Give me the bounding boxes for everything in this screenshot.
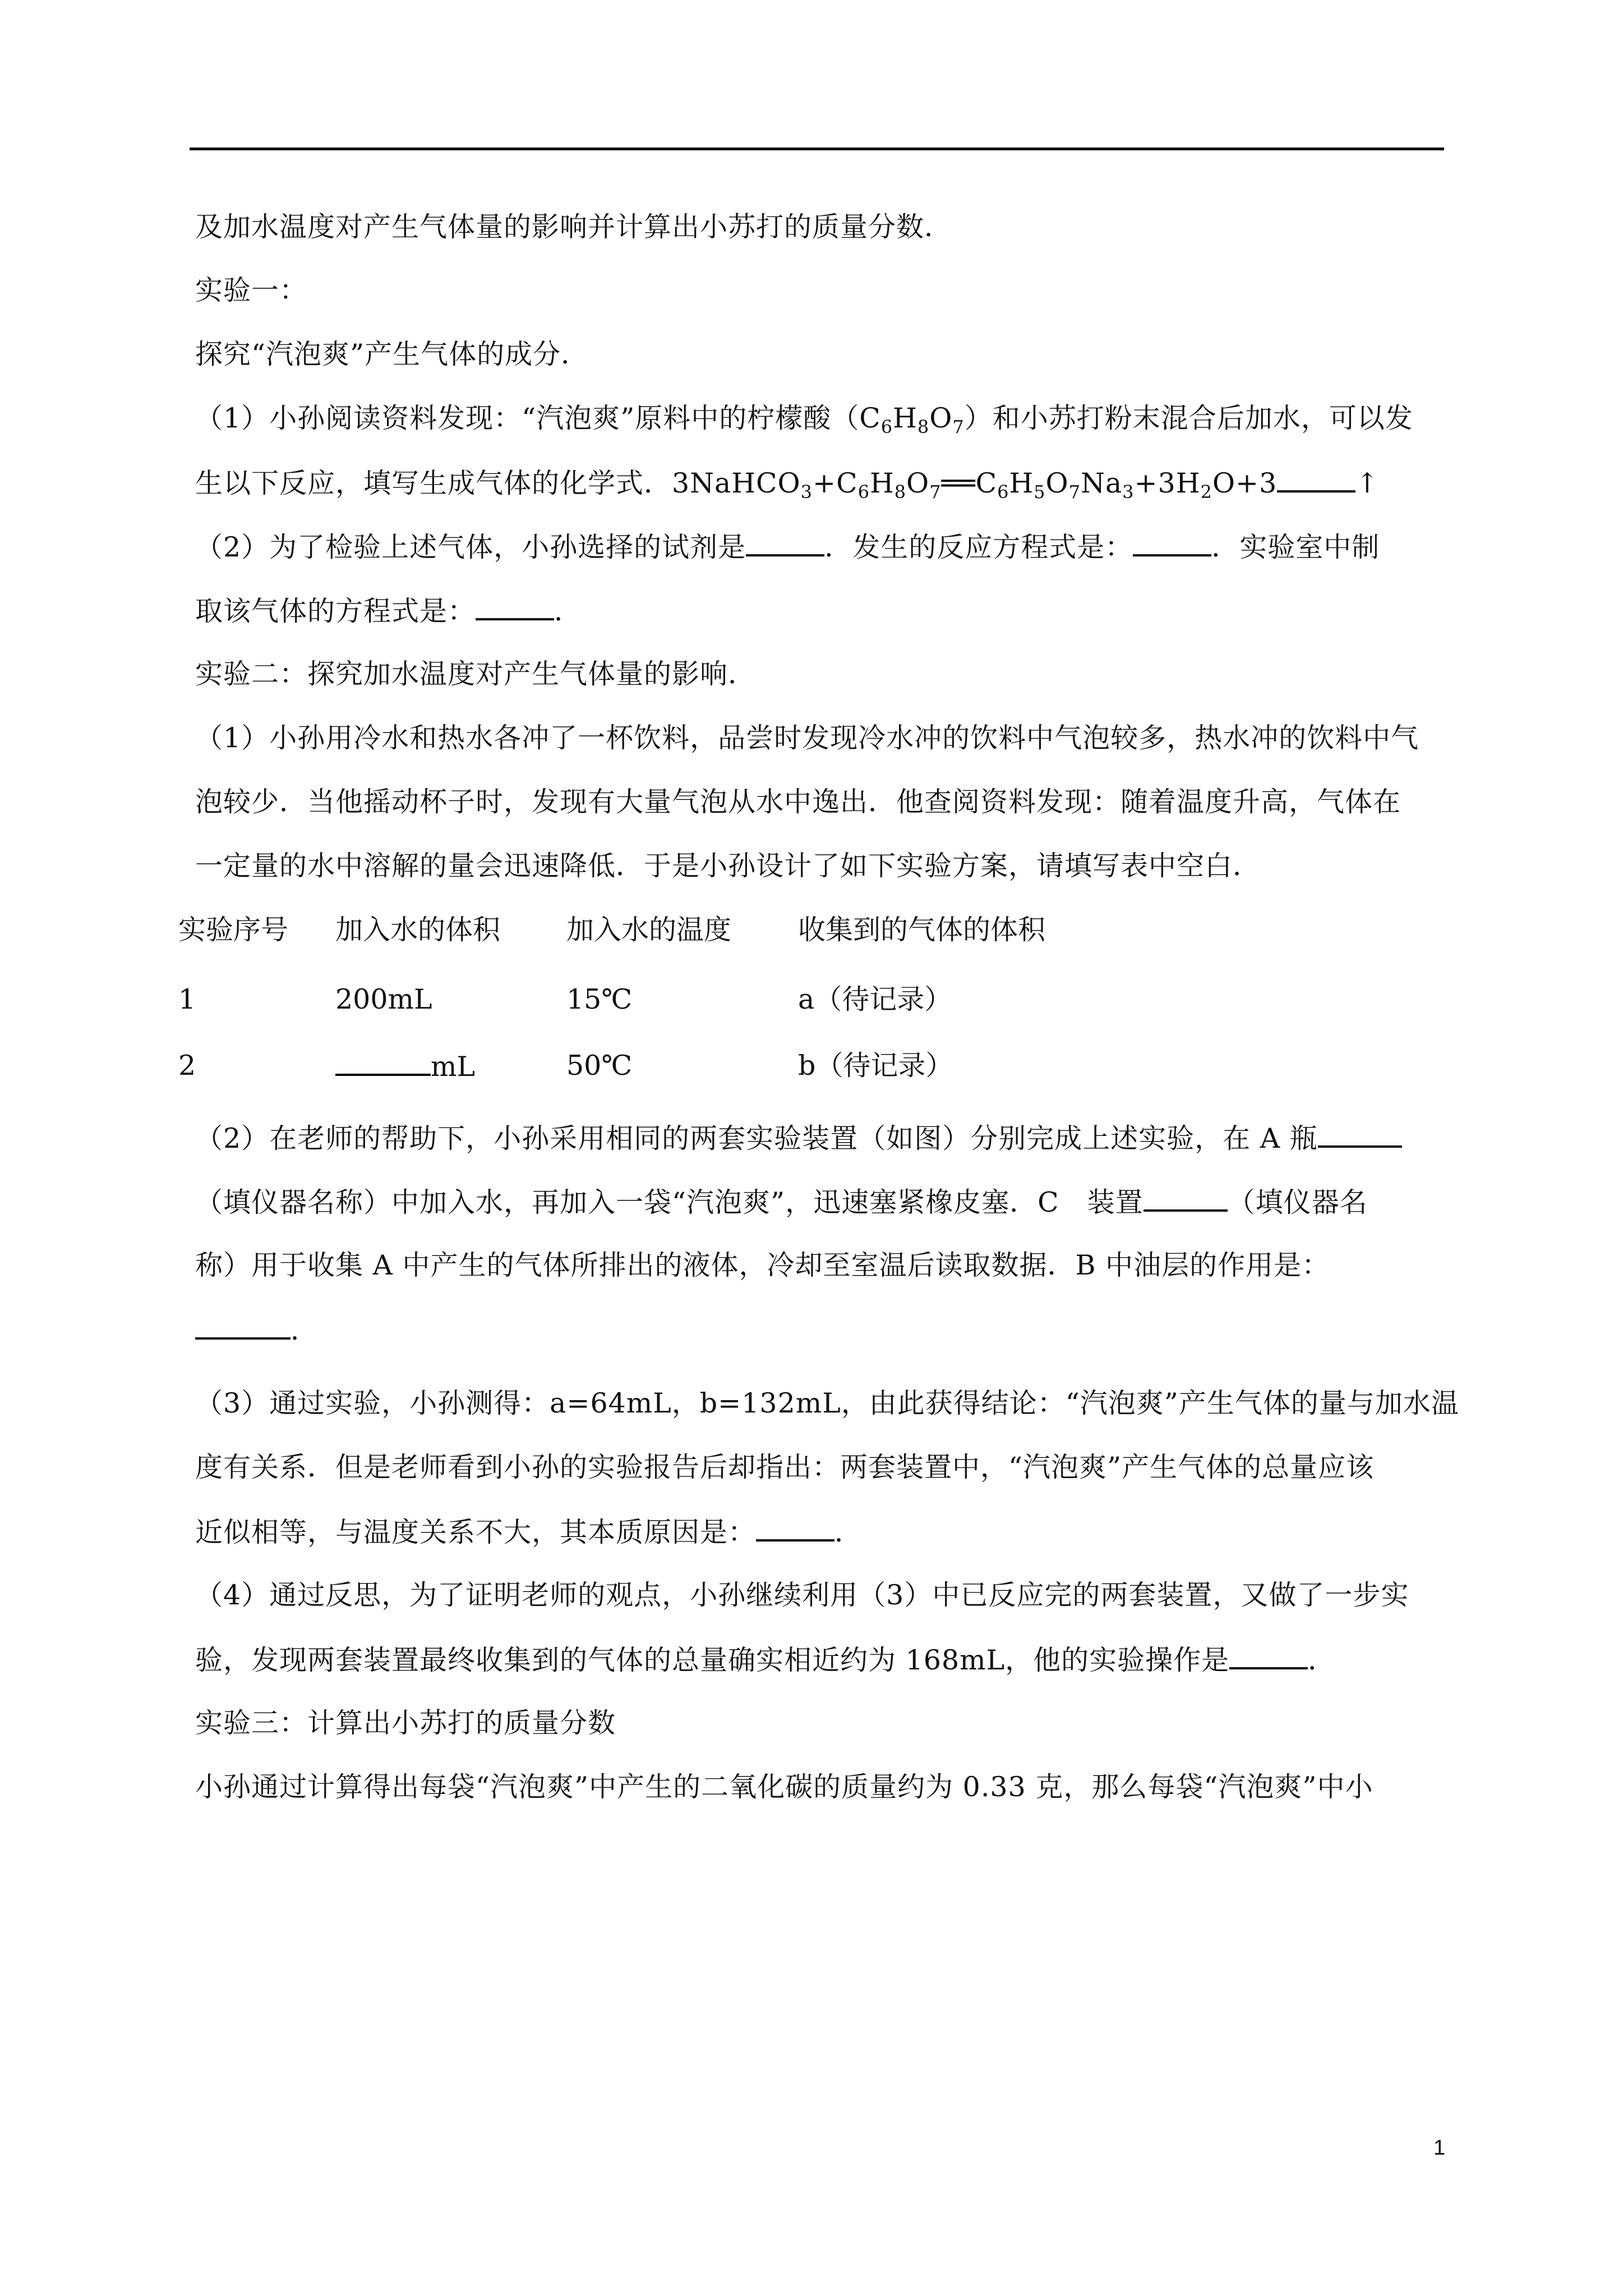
subscript: 6 xyxy=(857,481,870,503)
text-line: 实验二：探究加水温度对产生气体量的影响． xyxy=(195,658,757,690)
subscript: 8 xyxy=(917,416,930,438)
arrow-up-icon: ↑ xyxy=(1355,467,1380,499)
table-header: 加入水的温度 xyxy=(566,914,732,946)
text-segment: ）和小苏打粉末混合后加水，可以发 xyxy=(964,402,1413,434)
table-cell: 1 xyxy=(178,983,196,1015)
text-segment: （填仪器名 xyxy=(1227,1186,1368,1218)
table-cell: 2 xyxy=(178,1050,196,1082)
subscript: 7 xyxy=(1068,481,1081,503)
subscript: 6 xyxy=(997,481,1009,503)
text-segment: O xyxy=(906,467,930,499)
subscript: 8 xyxy=(894,481,907,503)
answer-blank[interactable] xyxy=(1229,1642,1308,1669)
text-segment: ． xyxy=(554,595,583,627)
text-line xyxy=(195,402,1413,438)
text-segment: +3H xyxy=(1134,467,1201,499)
text-line: 实验三：计算出小苏打的质量分数 xyxy=(195,1707,616,1739)
text-segment: 取该气体的方程式是： xyxy=(195,595,476,627)
text-line xyxy=(195,593,582,628)
text-line: 实验一： xyxy=(195,274,308,306)
text-line xyxy=(195,466,1380,503)
text-line: 称）用于收集 A 中产生的气体所排出的液体，冷却至室温后读取数据．B 中油层的作用是： xyxy=(195,1249,1330,1281)
answer-blank[interactable] xyxy=(1133,530,1211,556)
answer-blank[interactable] xyxy=(335,1049,431,1076)
text-segment: mL xyxy=(431,1051,476,1083)
text-segment: O xyxy=(929,402,953,434)
text-segment: H xyxy=(869,467,895,499)
text-segment: ． xyxy=(1308,1644,1336,1676)
text-line xyxy=(195,1121,1402,1156)
text-line xyxy=(195,1313,319,1347)
text-segment: （2）为了检验上述气体，小孙选择的试剂是 xyxy=(195,531,746,563)
text-line: 及加水温度对产生气体量的影响并计算出小苏打的质量分数． xyxy=(195,211,953,243)
table-cell: b（待记录） xyxy=(798,1050,953,1082)
text-line: 小孙通过计算得出每袋“汽泡爽”中产生的二氧化碳的质量约为 0.33 克，那么每袋“汽泡爽”中小 xyxy=(195,1771,1373,1803)
subscript: 6 xyxy=(880,416,893,438)
text-segment: ． xyxy=(834,1516,863,1548)
text-segment: H xyxy=(893,402,917,434)
table-header: 加入水的体积 xyxy=(335,914,501,946)
answer-blank[interactable] xyxy=(1277,466,1355,493)
table-header: 收集到的气体的体积 xyxy=(798,914,1046,946)
subscript: 5 xyxy=(1034,481,1046,503)
text-line: 一定量的水中溶解的量会迅速降低．于是小孙设计了如下实验方案，请填写表中空白． xyxy=(195,850,1261,882)
text-line: 泡较少．当他摇动杯子时，发现有大量气泡从水中逸出．他查阅资料发现：随着温度升高，气体在 xyxy=(195,786,1401,818)
table-cell: 50℃ xyxy=(566,1050,633,1082)
answer-blank[interactable] xyxy=(1318,1121,1402,1148)
answer-blank[interactable] xyxy=(756,1515,834,1542)
answer-blank[interactable] xyxy=(746,530,824,556)
text-segment: （2）在老师的帮助下，小孙采用相同的两套实验装置（如图）分别完成上述实验，在 A 瓶 xyxy=(195,1122,1318,1154)
text-segment: ．实验室中制 xyxy=(1211,531,1380,563)
text-line: （4）通过反思，为了证明老师的观点，小孙继续利用（3）中已反应完的两套装置，又做了一步实 xyxy=(195,1579,1409,1611)
table-cell xyxy=(335,1049,475,1084)
text-segment: ． xyxy=(291,1314,319,1346)
text-line: 探究“汽泡爽”产生气体的成分． xyxy=(195,338,589,370)
text-line xyxy=(195,530,1380,564)
text-line: （3）通过实验，小孙测得：a=64mL，b=132mL，由此获得结论：“汽泡爽”产生气体的量与加水温 xyxy=(195,1387,1459,1419)
text-segment: ．发生的反应方程式是： xyxy=(824,531,1133,563)
text-segment: 验，发现两套装置最终收集到的气体的总量确实相近约为 168mL，他的实验操作是 xyxy=(195,1644,1230,1676)
answer-blank[interactable] xyxy=(195,1313,291,1340)
text-line xyxy=(195,1642,1336,1677)
page-number: 1 xyxy=(1433,2136,1446,2160)
subscript: 3 xyxy=(1122,481,1135,503)
text-line xyxy=(195,1185,1368,1220)
text-segment: Na xyxy=(1081,467,1123,499)
table-cell: 15℃ xyxy=(566,983,633,1015)
text-segment: 近似相等，与温度关系不大，其本质原因是： xyxy=(195,1516,757,1548)
answer-blank[interactable] xyxy=(1144,1185,1228,1212)
text-line: 度有关系．但是老师看到小孙的实验报告后却指出：两套装置中，“汽泡爽”产生气体的总量应该 xyxy=(195,1451,1375,1483)
subscript: 7 xyxy=(952,416,965,438)
table-cell: 200mL xyxy=(335,983,432,1015)
header-rule xyxy=(190,148,1444,150)
text-segment: O xyxy=(1045,467,1069,499)
answer-blank[interactable] xyxy=(476,593,554,620)
text-segment: 生以下反应，填写生成气体的化学式．3NaHCO xyxy=(195,467,801,499)
table-cell: a（待记录） xyxy=(798,983,952,1015)
table-header: 实验序号 xyxy=(178,914,289,946)
text-segment: H xyxy=(1009,467,1034,499)
subscript: 3 xyxy=(800,481,813,503)
text-line: （1）小孙用冷水和热水各冲了一杯饮料，品尝时发现冷水冲的饮料中气泡较多，热水冲的饮料中气 xyxy=(195,722,1419,754)
subscript: 2 xyxy=(1200,481,1212,503)
text-line xyxy=(195,1515,863,1549)
subscript: 7 xyxy=(929,481,942,503)
text-segment: （填仪器名称）中加入水，再加入一袋“汽泡爽”，迅速塞紧橡皮塞．C 装置 xyxy=(195,1186,1144,1218)
text-segment: +C xyxy=(813,467,858,499)
text-segment: O+3 xyxy=(1212,467,1278,499)
text-segment: ══C xyxy=(941,467,998,499)
text-segment: （1）小孙阅读资料发现：“汽泡爽”原料中的柠檬酸（C xyxy=(195,402,881,434)
